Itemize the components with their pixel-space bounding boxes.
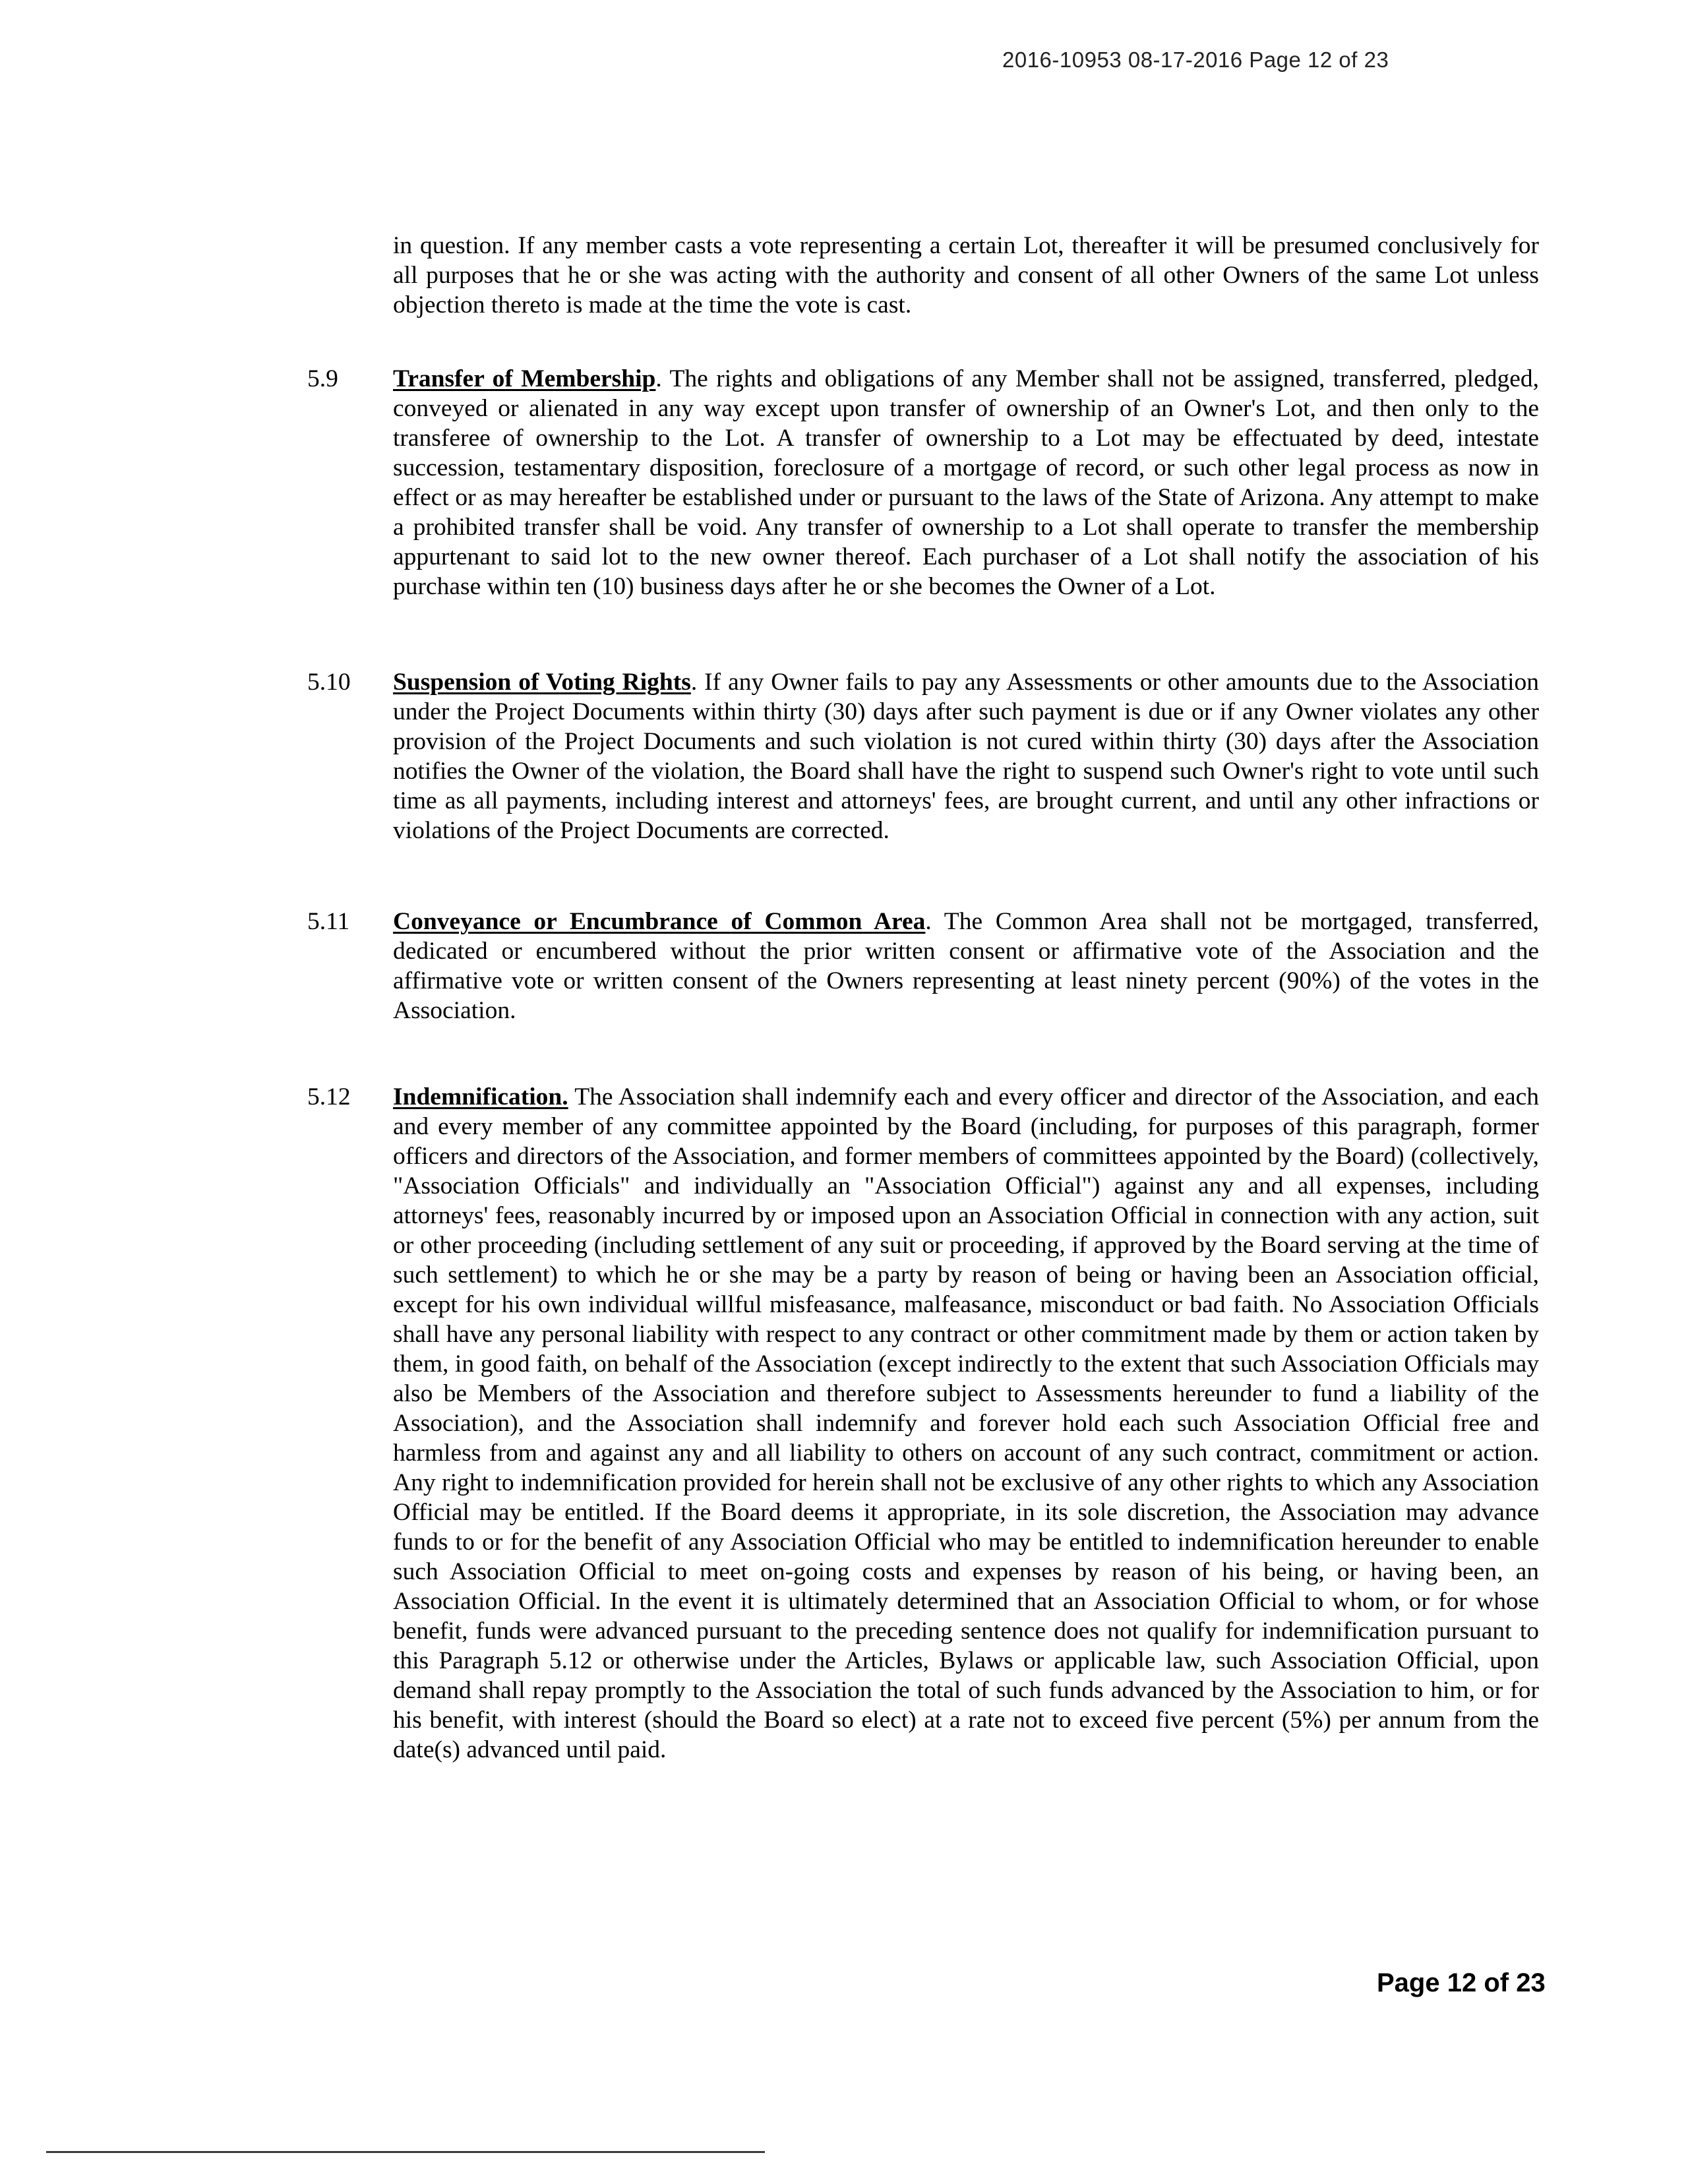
- section-body: [393, 1082, 1539, 1765]
- heading-suffix: .: [655, 365, 662, 392]
- section-body: [393, 907, 1539, 1025]
- page-number-footer: Page 12 of 23: [1377, 1968, 1546, 1997]
- section-number: 5.9: [307, 365, 338, 392]
- section-paragraph: The Association shall indemnify each and every officer and director of the Association, and each and every member of any committee appointed by the Board (including, for purposes of this paragraph, former officers and directors of the Association, and former members of committees appointed by the Board) (collectively, "Association Officials" and individually an "Association Official") against any and all expenses, including attorneys' fees, reasonably incurred by or imposed upon an Association Official in connection with any action, suit or other proceeding (including settlement of any suit or proceeding, if approved by the Board serving at the time of such settlement) to which he or she may be a party by reason of being or having been an Association official, except for his own individual willful misfeasance, malfeasance, misconduct or bad faith. No Association Officials shall have any personal liability with respect to any contract or other commitment made by them or action taken by them, in good faith, on behalf of the Association (except indirectly to the extent that such Association Officials may also be Members of the Association and therefore subject to Assessments hereunder to fund a liability of the Association), and the Association shall indemnify and forever hold each such Association Official free and harmless from and against any and all liability to others on account of any such contract, commitment or action. Any right to indemnification provided for herein shall not be exclusive of any other rights to which any Association Official may be entitled. If the Board deems it appropriate, in its sole discretion, the Association may advance funds to or for the benefit of any Association Official who may be entitled to indemnification hereunder to enable such Association Official to meet on-going costs and expenses by reason of his being, or having been, an Association Official. In the event it is ultimately determined that an Association Official to whom, or for whose benefit, funds were advanced pursuant to the preceding sentence does not qualify for indemnification pursuant to this Paragraph 5.12 or otherwise under the Articles, Bylaws or applicable law, such Association Official, upon demand shall repay promptly to the Association the total of such funds advanced by the Association to him, or for his benefit, with interest (should the Board so elect) at a rate not to exceed five percent (5%) per annum from the date(s) advanced until paid.: [393, 1083, 1539, 1763]
- section-heading: Transfer of Membership: [393, 365, 656, 392]
- section-paragraph: The Common Area shall not be mortgaged, transferred, dedicated or encumbered without the prior written consent or affirmative vote of the Association and the affirmative vote or written consent of the Owners representing at least ninety percent (90%) of the votes in the Association.: [393, 908, 1539, 1024]
- section-number: 5.10: [307, 669, 351, 696]
- heading-suffix: .: [690, 669, 698, 696]
- section-heading: Suspension of Voting Rights: [393, 669, 691, 696]
- section-paragraph: If any Owner fails to pay any Assessments or other amounts due to the Association under the Project Documents within thirty (30) days after such payment is due or if any Owner violates any other provision of the Project Documents and such violation is not cured within thirty (30) days after the Association notifies the Owner of the violation, the Board shall have the right to suspend such Owner's right to vote until such time as all payments, including interest and attorneys' fees, are brought current, and until any other infractions or violations of the Project Documents are corrected.: [393, 669, 1539, 844]
- bottom-rule: [46, 2151, 765, 2153]
- heading-suffix: .: [925, 908, 932, 935]
- section-number: 5.12: [307, 1083, 351, 1110]
- section-number: 5.11: [307, 908, 350, 935]
- section-body: [393, 364, 1539, 601]
- section-body: [393, 667, 1539, 845]
- section-heading: Conveyance or Encumbrance of Common Area: [393, 908, 926, 935]
- continuation-paragraph: [393, 231, 1539, 320]
- section-paragraph: The rights and obligations of any Member shall not be assigned, transferred, pledged, conveyed or alienated in any way except upon transfer of ownership of an Owner's Lot, and then only to the transferee of ownership to the Lot. A transfer of ownership to a Lot may be effectuated by deed, intestate succession, testamentary disposition, foreclosure of a mortgage of record, or such other legal process as now in effect or as may hereafter be established under or pursuant to the laws of the State of Arizona. Any attempt to make a prohibited transfer shall be void. Any transfer of ownership to a Lot shall operate to transfer the membership appurtenant to said lot to the new owner thereof. Each purchaser of a Lot shall notify the association of his purchase within ten (10) business days after he or she becomes the Owner of a Lot.: [393, 365, 1540, 600]
- continuation-text: in question. If any member casts a vote representing a certain Lot, thereafter it will be presumed conclusively for all purposes that he or she was acting with the authority and consent of all other Owners of the same Lot unless objection thereto is made at the time the vote is cast.: [393, 232, 1539, 318]
- recording-stamp: 2016-10953 08-17-2016 Page 12 of 23: [1002, 47, 1389, 72]
- section-heading: Indemnification.: [393, 1083, 568, 1110]
